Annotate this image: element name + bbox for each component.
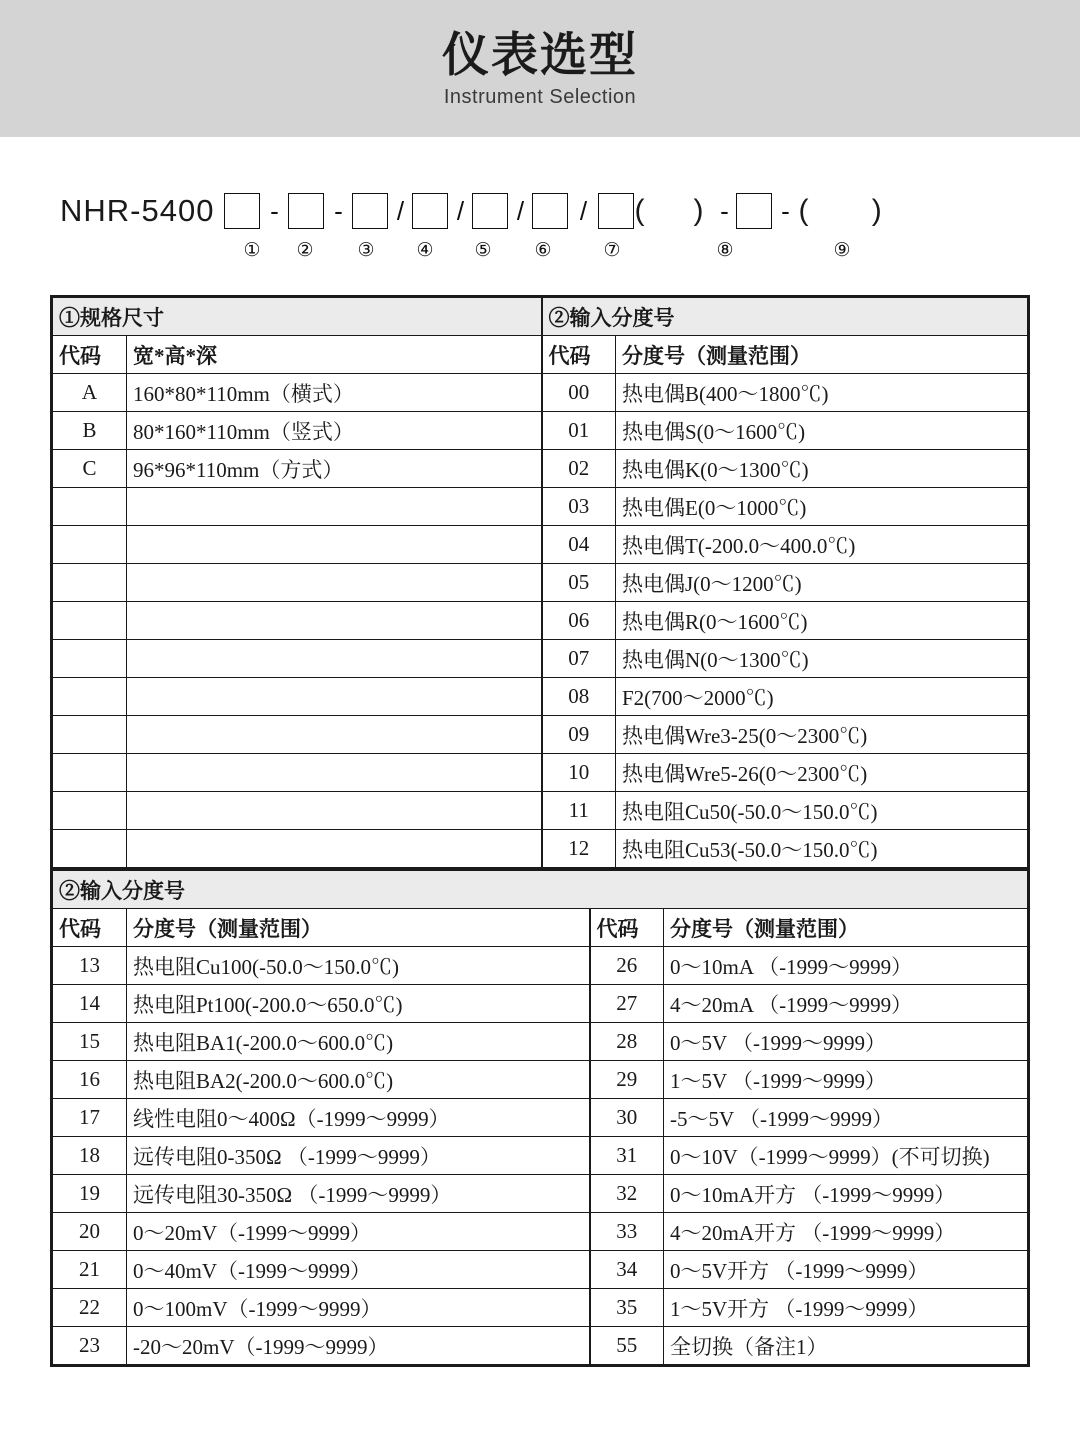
s1-blank-9 [53, 716, 127, 754]
spec-table-lower [50, 868, 1030, 1367]
model-sep-8: - [781, 195, 790, 226]
model-index-5: ⑤ [474, 240, 492, 261]
s2b-right-code-header: 代码 [590, 909, 664, 947]
s1-blank-3 [53, 488, 127, 526]
s2b-l-value-10: -20～20mV（-1999～9999） [127, 1327, 590, 1365]
s2b-l-code-2: 15 [53, 1023, 127, 1061]
s1-code-1: B [53, 412, 127, 450]
table-row [53, 488, 1028, 526]
s2-value-7: 热电偶N(0～1300℃) [616, 640, 1028, 678]
table-row [53, 602, 1028, 640]
table-row [53, 450, 1028, 488]
s2-value-8: F2(700～2000℃) [616, 678, 1028, 716]
section2-code-header: 代码 [542, 336, 616, 374]
s2-value-11: 热电阻Cu50(-50.0～150.0℃) [616, 792, 1028, 830]
section2-value-header: 分度号（测量范围） [616, 336, 1028, 374]
model-sep-3: / [396, 195, 405, 226]
s2b-l-code-7: 20 [53, 1213, 127, 1251]
section2b-title: ②输入分度号 [53, 871, 1028, 909]
s2b-r-value-0: 0～10mA （-1999～9999） [664, 947, 1028, 985]
s2-value-0: 热电偶B(400～1800℃) [616, 374, 1028, 412]
model-sep-1: - [270, 195, 279, 226]
column-header-row [53, 336, 1028, 374]
table-row [53, 754, 1028, 792]
s2-code-5: 05 [542, 564, 616, 602]
s2b-r-code-2: 28 [590, 1023, 664, 1061]
s2b-r-code-1: 27 [590, 985, 664, 1023]
s1-blank-v3 [127, 488, 542, 526]
s2b-l-value-9: 0～100mV（-1999～9999） [127, 1289, 590, 1327]
s2-code-11: 11 [542, 792, 616, 830]
s1-blank-v8 [127, 678, 542, 716]
s2b-l-code-4: 17 [53, 1099, 127, 1137]
model-index-2: ② [296, 240, 314, 261]
model-index-row [60, 239, 1080, 262]
model-box-8 [736, 193, 772, 229]
s2-value-5: 热电偶J(0～1200℃) [616, 564, 1028, 602]
s2b-l-code-9: 22 [53, 1289, 127, 1327]
column-header-row [53, 909, 1028, 947]
s2b-r-code-0: 26 [590, 947, 664, 985]
section2-title: ②输入分度号 [542, 298, 1028, 336]
s1-blank-5 [53, 564, 127, 602]
s2b-l-value-4: 线性电阻0～400Ω（-1999～9999） [127, 1099, 590, 1137]
model-prefix-label: NHR-5400 [60, 193, 215, 228]
s1-blank-v7 [127, 640, 542, 678]
table-row [53, 1213, 1028, 1251]
s1-blank-v9 [127, 716, 542, 754]
model-sep-2: - [334, 195, 343, 226]
s1-blank-12 [53, 830, 127, 868]
s2b-r-value-5: 0～10V（-1999～9999）(不可切换) [664, 1137, 1028, 1175]
s1-blank-6 [53, 602, 127, 640]
model-box-3 [352, 193, 388, 229]
s2-code-7: 07 [542, 640, 616, 678]
s2b-r-value-8: 0～5V开方 （-1999～9999） [664, 1251, 1028, 1289]
model-index-4: ④ [416, 240, 434, 261]
s1-code-0: A [53, 374, 127, 412]
s2b-r-value-9: 1～5V开方 （-1999～9999） [664, 1289, 1028, 1327]
table-row [53, 1327, 1028, 1365]
s2b-r-code-4: 30 [590, 1099, 664, 1137]
s1-blank-v11 [127, 792, 542, 830]
s2-value-1: 热电偶S(0～1600℃) [616, 412, 1028, 450]
s2b-l-value-7: 0～20mV（-1999～9999） [127, 1213, 590, 1251]
model-index-1: ① [243, 240, 261, 261]
s1-blank-v10 [127, 754, 542, 792]
s2-code-0: 00 [542, 374, 616, 412]
s2-value-12: 热电阻Cu53(-50.0～150.0℃) [616, 830, 1028, 868]
s2b-r-value-10: 全切换（备注1） [664, 1327, 1028, 1365]
table-row [53, 1289, 1028, 1327]
s2-value-6: 热电偶R(0～1600℃) [616, 602, 1028, 640]
page-subtitle: Instrument Selection [443, 86, 637, 109]
s2b-left-code-header: 代码 [53, 909, 127, 947]
table-row [53, 1137, 1028, 1175]
model-box-6 [532, 193, 568, 229]
table-row [53, 1099, 1028, 1137]
model-index-9: ⑨ [833, 240, 851, 261]
table-row [53, 640, 1028, 678]
model-index-6: ⑥ [534, 240, 552, 261]
s1-value-1: 80*160*110mm（竖式） [127, 412, 542, 450]
s2b-l-value-2: 热电阻BA1(-200.0～600.0℃) [127, 1023, 590, 1061]
s2-code-8: 08 [542, 678, 616, 716]
s2-code-1: 01 [542, 412, 616, 450]
table-row [53, 1175, 1028, 1213]
table-row [53, 830, 1028, 868]
table-row [53, 374, 1028, 412]
model-sep-6: / [579, 195, 588, 226]
s2b-r-code-9: 35 [590, 1289, 664, 1327]
table-row [53, 678, 1028, 716]
s2-code-4: 04 [542, 526, 616, 564]
s2b-left-value-header: 分度号（测量范围） [127, 909, 590, 947]
s1-code-2: C [53, 450, 127, 488]
s1-blank-8 [53, 678, 127, 716]
s2b-l-code-0: 13 [53, 947, 127, 985]
s2-value-3: 热电偶E(0～1000℃) [616, 488, 1028, 526]
table-row [53, 564, 1028, 602]
s2b-r-code-10: 55 [590, 1327, 664, 1365]
s1-blank-11 [53, 792, 127, 830]
s2-code-9: 09 [542, 716, 616, 754]
s2b-r-value-1: 4～20mA （-1999～9999） [664, 985, 1028, 1023]
model-code-row [60, 185, 1080, 237]
s2b-l-value-0: 热电阻Cu100(-50.0～150.0℃) [127, 947, 590, 985]
spec-table-upper [50, 295, 1030, 870]
s2b-r-code-7: 33 [590, 1213, 664, 1251]
table-row [53, 947, 1028, 985]
model-box-7 [598, 193, 634, 229]
model-sep-7: - [720, 195, 729, 226]
table-row [53, 526, 1028, 564]
s2b-r-code-6: 32 [590, 1175, 664, 1213]
s2-code-12: 12 [542, 830, 616, 868]
table-row [53, 985, 1028, 1023]
s2b-r-code-5: 31 [590, 1137, 664, 1175]
model-code-diagram [0, 185, 1080, 281]
section-header-row [53, 298, 1028, 336]
s2b-r-code-3: 29 [590, 1061, 664, 1099]
model-index-7: ⑦ [603, 240, 621, 261]
s2b-r-value-3: 1～5V （-1999～9999） [664, 1061, 1028, 1099]
s1-blank-7 [53, 640, 127, 678]
page-header-banner [0, 0, 1080, 137]
s2-value-10: 热电偶Wre5-26(0～2300℃) [616, 754, 1028, 792]
s1-blank-v5 [127, 564, 542, 602]
section-header-row [53, 871, 1028, 909]
model-box-5 [472, 193, 508, 229]
s2b-l-code-10: 23 [53, 1327, 127, 1365]
s2b-l-code-6: 19 [53, 1175, 127, 1213]
model-paren-open: ( ) [634, 194, 710, 227]
model-sep-4: / [456, 195, 465, 226]
s2b-r-value-2: 0～5V （-1999～9999） [664, 1023, 1028, 1061]
s2b-r-value-4: -5～5V （-1999～9999） [664, 1099, 1028, 1137]
s1-blank-v6 [127, 602, 542, 640]
section1-value-header: 宽*高*深 [127, 336, 542, 374]
page-title: 仪表选型 [442, 27, 638, 81]
model-box-1 [224, 193, 260, 229]
s2b-r-value-7: 4～20mA开方 （-1999～9999） [664, 1213, 1028, 1251]
model-box-2 [288, 193, 324, 229]
s1-value-0: 160*80*110mm（横式） [127, 374, 542, 412]
s2-code-3: 03 [542, 488, 616, 526]
table-row [53, 412, 1028, 450]
s2b-right-value-header: 分度号（测量范围） [664, 909, 1028, 947]
s2b-l-value-1: 热电阻Pt100(-200.0～650.0℃) [127, 985, 590, 1023]
model-index-3: ③ [357, 240, 375, 261]
s2-code-2: 02 [542, 450, 616, 488]
s2b-l-code-8: 21 [53, 1251, 127, 1289]
model-sep-5: / [516, 195, 525, 226]
s1-blank-4 [53, 526, 127, 564]
s2b-l-value-6: 远传电阻30-350Ω （-1999～9999） [127, 1175, 590, 1213]
s1-blank-v12 [127, 830, 542, 868]
model-paren-close: ( ) [798, 194, 888, 227]
model-index-8: ⑧ [716, 240, 734, 261]
s2-value-4: 热电偶T(-200.0～400.0℃) [616, 526, 1028, 564]
s1-blank-10 [53, 754, 127, 792]
s2-value-2: 热电偶K(0～1300℃) [616, 450, 1028, 488]
s2b-r-value-6: 0～10mA开方 （-1999～9999） [664, 1175, 1028, 1213]
s2b-l-code-1: 14 [53, 985, 127, 1023]
model-box-4 [412, 193, 448, 229]
s1-value-2: 96*96*110mm（方式） [127, 450, 542, 488]
s2b-l-code-3: 16 [53, 1061, 127, 1099]
s2b-r-code-8: 34 [590, 1251, 664, 1289]
table-row [53, 792, 1028, 830]
s2b-l-code-5: 18 [53, 1137, 127, 1175]
s2-value-9: 热电偶Wre3-25(0～2300℃) [616, 716, 1028, 754]
s2-code-6: 06 [542, 602, 616, 640]
s1-blank-v4 [127, 526, 542, 564]
table-row [53, 1251, 1028, 1289]
section1-title: ①规格尺寸 [53, 298, 542, 336]
s2b-l-value-8: 0～40mV（-1999～9999） [127, 1251, 590, 1289]
table-row [53, 1061, 1028, 1099]
table-row [53, 1023, 1028, 1061]
table-row [53, 716, 1028, 754]
s2-code-10: 10 [542, 754, 616, 792]
s2b-l-value-3: 热电阻BA2(-200.0～600.0℃) [127, 1061, 590, 1099]
section1-code-header: 代码 [53, 336, 127, 374]
s2b-l-value-5: 远传电阻0-350Ω （-1999～9999） [127, 1137, 590, 1175]
